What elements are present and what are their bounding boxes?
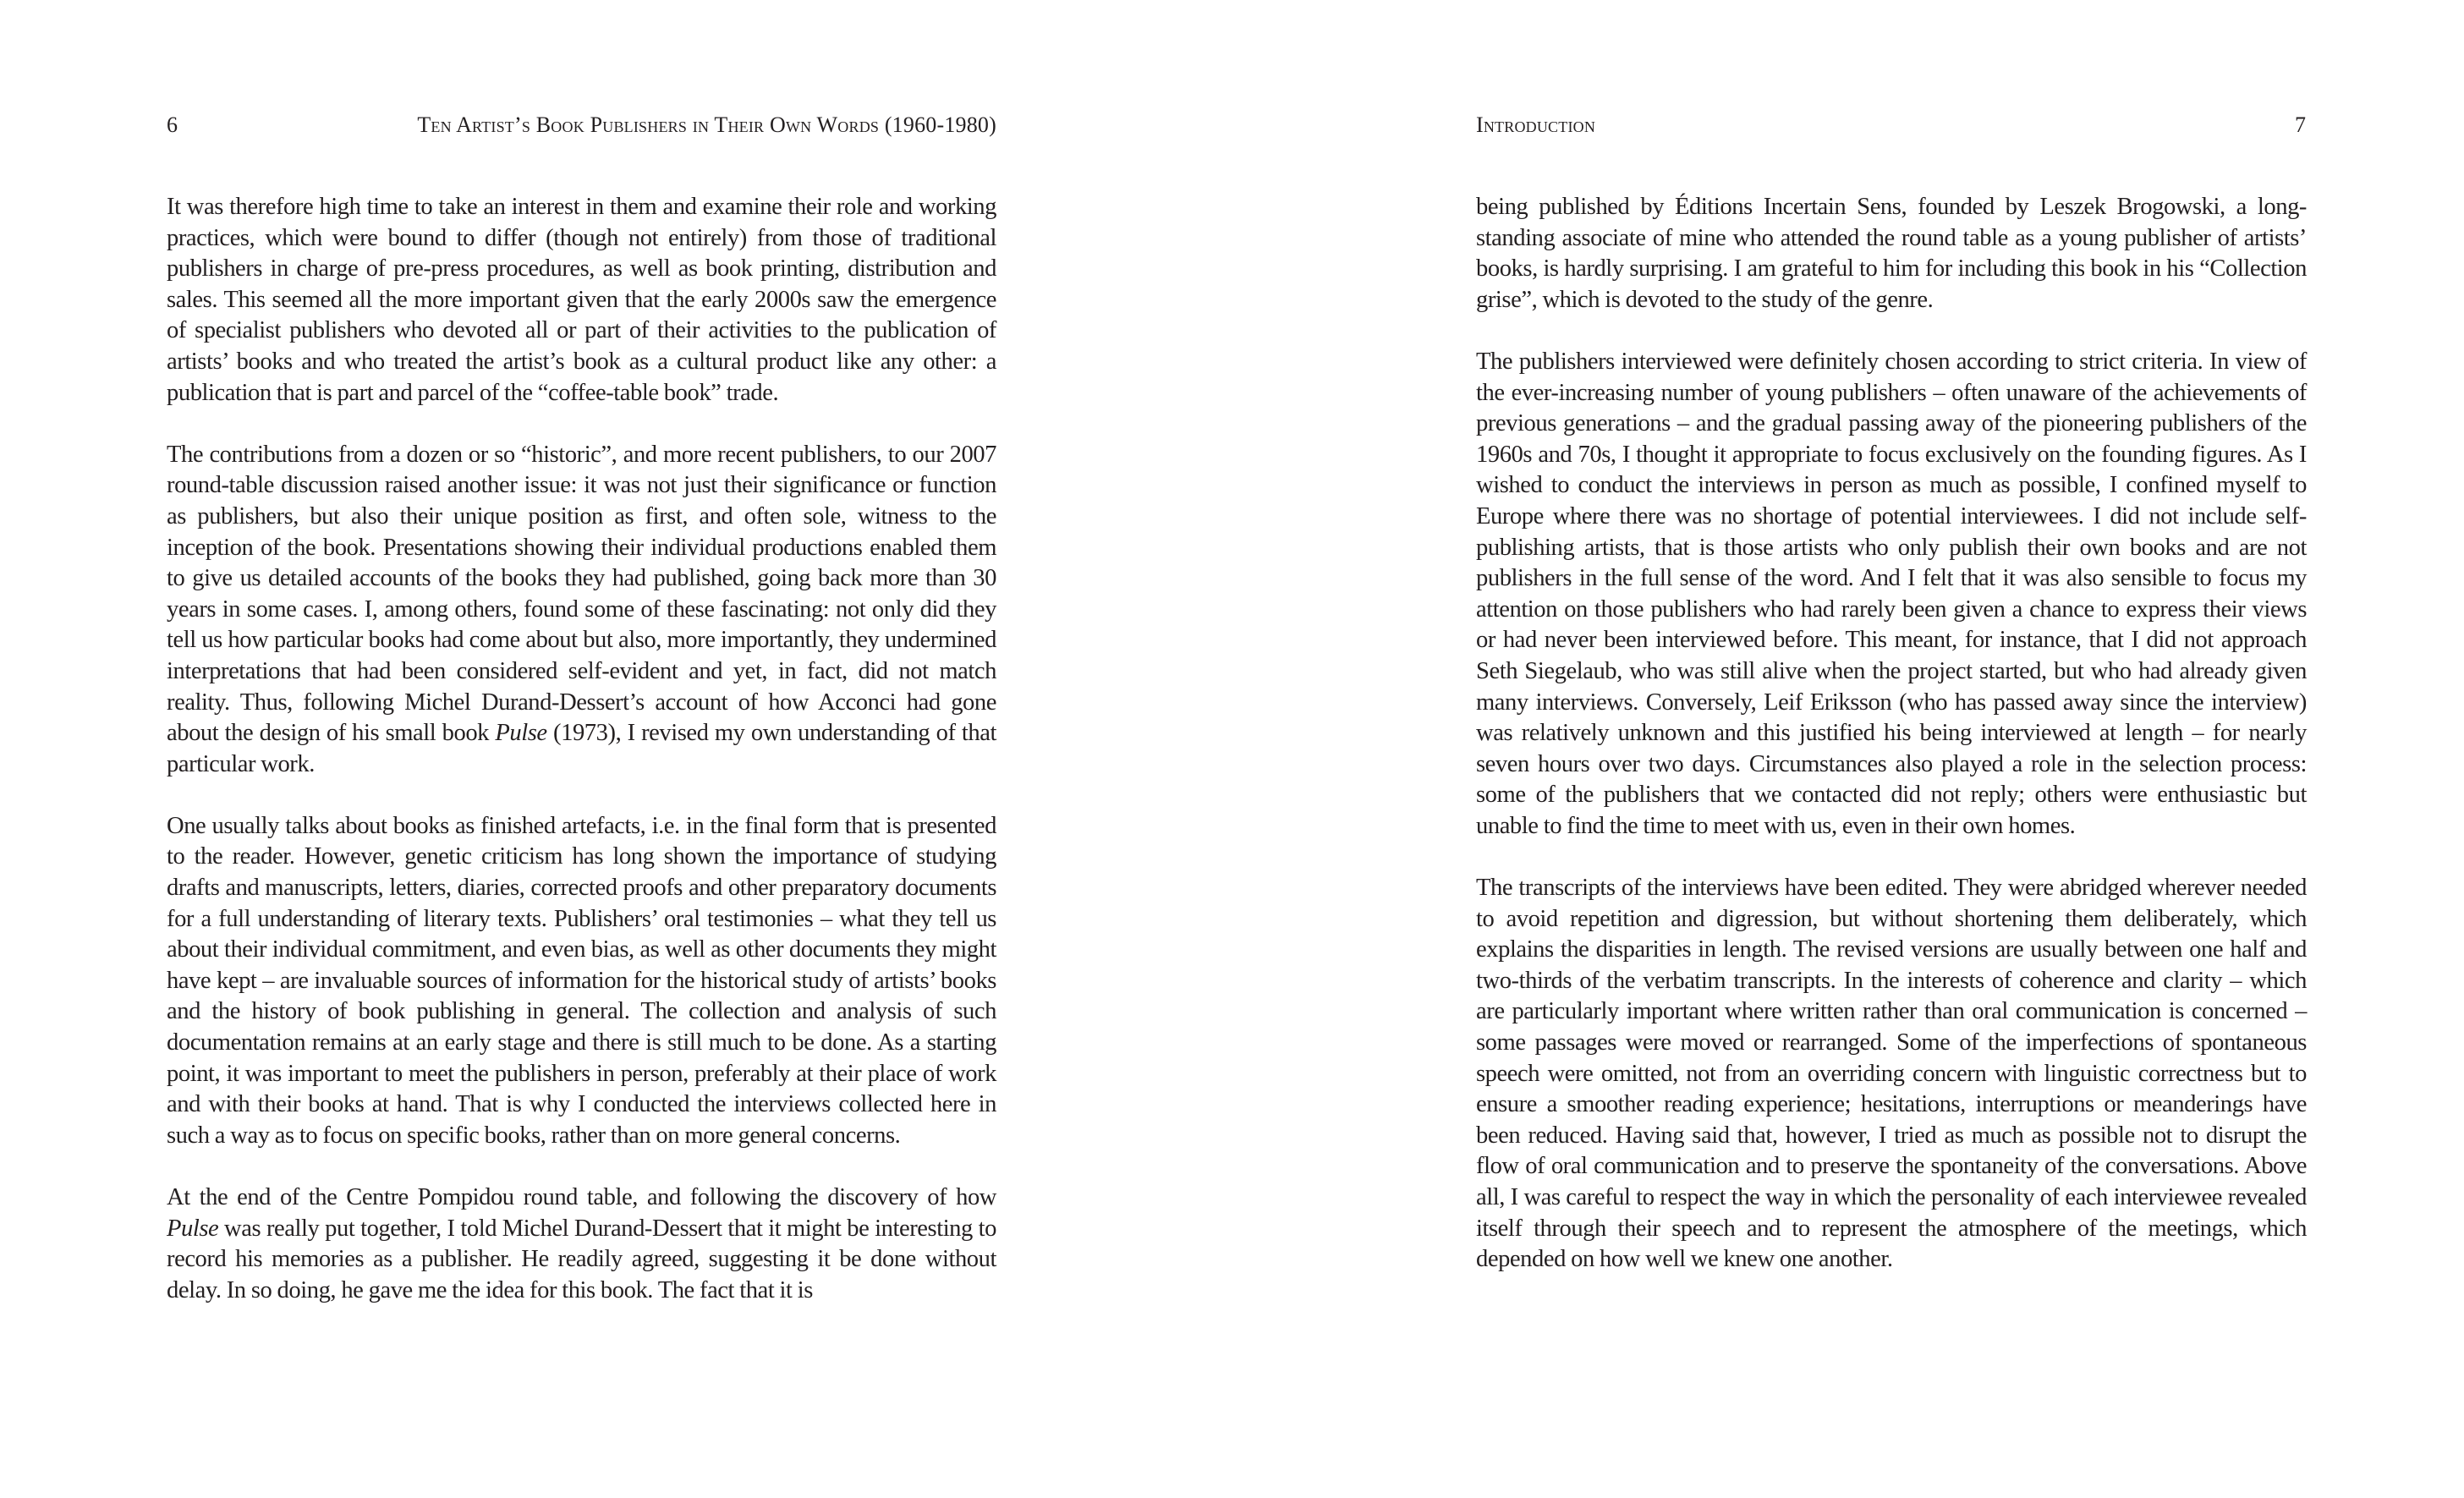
paragraph: One usually talks about books as finished artefacts, i.e. in the final form that is presented to the reader. However, genetic criticism has long shown the importance of studying drafts and manuscripts, letters, diaries, corrected proofs and other preparatory documents for a full understanding of literary texts. Publishers’ oral testimonies – what they tell us about their individual commitment, and even bias, as well as other documents they might have kept – are invaluable sources of information for the historical study of artists’ books and the history of book publishing in general. The collection and analysis of such documentation remains at an early stage and there is still much to be done. As a starting point, it was important to meet the publishers in person, preferably at their place of work and with their books at hand. That is why I conducted the interviews collected here in such a way as to focus on specific books, rather than on more general concerns. (167, 812, 996, 1149)
body-text (167, 192, 996, 1306)
page-number: 6 (167, 112, 178, 137)
running-head-book-title: Ten Artist’s Book Publishers in Their Own Words (1960-1980) (417, 112, 996, 137)
paragraph: It was therefore high time to take an interest in them and examine their role and working practices, which were bound to differ (though not entirely) from those of traditional publishers in charge of pre-press procedures, as well as book printing, distribution and sales. This seemed all the more important given that the early 2000s saw the emergence of specialist publishers who devoted all or part of their activities to the publication of artists’ books and who treated the artist’s book as a cultural product like any other: a publication that is part and parcel of the “coffee-table book” trade. (167, 194, 996, 406)
paragraph (167, 440, 996, 781)
italic-book-title: Pulse (167, 1215, 219, 1242)
italic-book-title: Pulse (495, 720, 547, 747)
running-head-chapter-title: Introduction (1476, 112, 1596, 137)
paragraph-text: (1973), I revised my own understanding of that particular work. (167, 720, 996, 777)
paragraph-text: The contributions from a dozen or so “historic”, and more recent publishers, to our 2007 round-table discussion raised another issue: it was not just their significance or function as publishers, but also their unique position as first, and often sole, witness to the inception of the book. Presentations showing their individual productions enabled them to give us detailed accounts of the books they had published, going back more than 30 years in some cases. I, among others, found some of these fascinating: not only did they tell us how particular books had come about but also, more importantly, they undermined interpretations that had been considered self-evident and yet, in fact, did not match reality. Thus, following Michel Durand-Dessert’s account of how Acconci had gone about the design of his small book (167, 441, 996, 747)
paragraph: being published by Éditions Incertain Sens, founded by Leszek Brogowski, a long-standing associate of mine who attended the round table as a young publisher of artists’ books, is hardly surprising. I am grateful to him for including this book in his “Collection grise”, which is devoted to the study of the genre. (1476, 194, 2307, 313)
page-number: 7 (2295, 112, 2306, 137)
paragraph-text: was really put together, I told Michel Durand-Dessert that it might be interesting to record his memories as a publisher. He readily agreed, suggesting it be done without delay. In so doing, he gave me the idea for this book. The fact that it is (167, 1215, 996, 1303)
paragraph-text: At the end of the Centre Pompidou round table, and following the discovery of how (167, 1184, 996, 1210)
paragraph: The publishers interviewed were definitely chosen according to strict criteria. In view of the ever-increasing number of young publishers – often unaware of the achievements of previous generations – and the gradual passing away of the pioneering publishers of the 1960s and 70s, I thought it appropriate to focus exclusively on the founding figures. As I wished to conduct the interviews in person as much as possible, I confined myself to Europe where there was no shortage of potential interviewees. I did not include self-publishing artists, that is those artists who only publish their own books and are not publishers in the full sense of the word. And I felt that it was also sensible to focus my attention on those publishers who had rarely been given a chance to express their views or had never been interviewed before. This meant, for instance, that I did not approach Seth Siegelaub, who was still alive when the project started, but who had already given many interviews. Conversely, Leif Eriksson (who has passed away since the interview) was relatively unknown and this justified his being interviewed at length – for nearly seven hours over two days. Circumstances also played a role in the selection process: some of the publishers that we contacted did not reply; others were enthusiastic but unable to find the time to meet with us, even in their own homes. (1476, 348, 2307, 839)
body-text (1476, 192, 2307, 1276)
paragraph: The transcripts of the interviews have been edited. They were abridged wherever needed to avoid repetition and digression, but without shortening them deliberately, which explains the disparities in length. The revised versions are usually between one half and two-thirds of the verbatim transcripts. In the interests of coherence and clarity – which are particularly important where written rather than oral communication is concerned – some passages were moved or rearranged. Some of the imperfections of spontaneous speech were omitted, not from an overriding concern with linguistic correctness but to ensure a smoother reading experience; hesitations, interruptions or meanderings have been reduced. Having said that, however, I tried as much as possible not to disrupt the flow of oral communication and to preserve the spontaneity of the conversations. Above all, I was careful to respect the way in which the personality of each interviewee revealed itself through their speech and to represent the atmosphere of the meetings, which depended on how well we knew one another. (1476, 875, 2307, 1273)
paragraph (167, 1182, 996, 1306)
right-page (1232, 0, 2464, 1498)
